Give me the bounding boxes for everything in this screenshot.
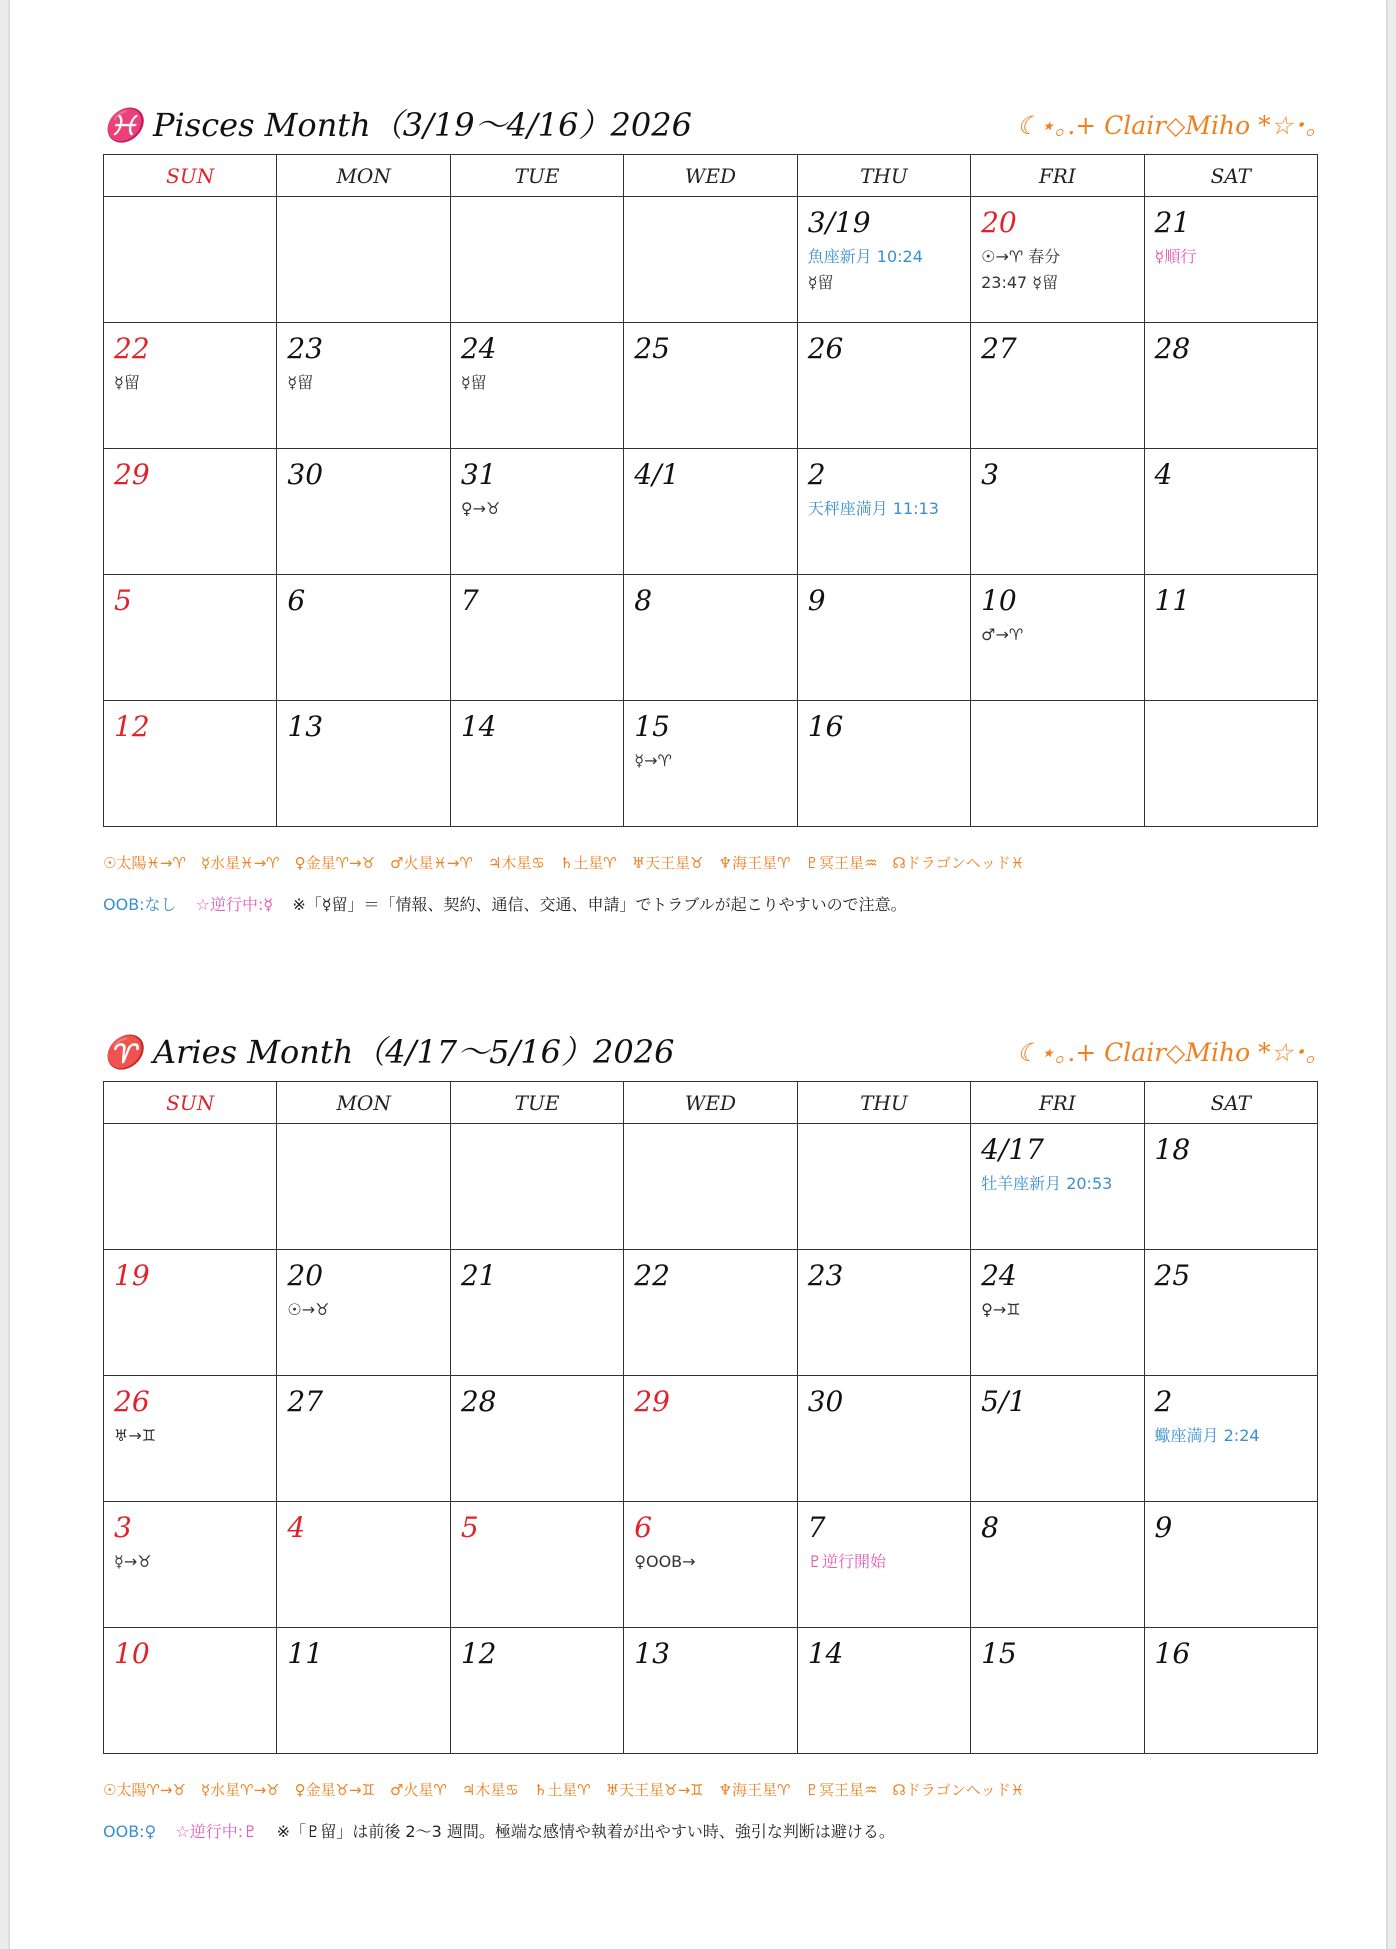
- weekday-thu: THU: [797, 155, 970, 197]
- day-cell: [104, 323, 277, 449]
- week-row: [104, 1250, 1318, 1376]
- astro-event: ☉→♉: [287, 1300, 330, 1319]
- day-number: 7: [807, 1511, 826, 1544]
- day-number: 16: [1154, 1637, 1191, 1670]
- astro-event: ♂→♈: [981, 625, 1024, 644]
- day-number: 4/1: [634, 458, 680, 491]
- retrograde-note: ☆逆行中:☿: [195, 895, 274, 914]
- day-cell: [1144, 197, 1317, 323]
- day-number: 27: [287, 1385, 324, 1418]
- day-number: 13: [287, 710, 324, 743]
- day-cell: [450, 1502, 623, 1628]
- astro-event: ♀→♉: [460, 499, 501, 518]
- day-number: 21: [460, 1259, 497, 1292]
- day-cell: [797, 197, 970, 323]
- day-number: 2: [1154, 1385, 1173, 1418]
- day-cell: [450, 1124, 623, 1250]
- astro-event: ☿→♉: [114, 1552, 152, 1571]
- weekday-sun: SUN: [104, 1082, 277, 1124]
- day-number: 22: [634, 1259, 670, 1292]
- day-number: 19: [114, 1259, 150, 1292]
- day-cell: [624, 1628, 797, 1754]
- calendar-title: ♓ Pisces Month（3/19〜4/16）2026: [103, 106, 692, 144]
- day-cell: [797, 1628, 970, 1754]
- retrograde-note: ☆逆行中:♇: [175, 1822, 258, 1841]
- week-row: [104, 1124, 1318, 1250]
- day-cell: [450, 323, 623, 449]
- day-cell: [624, 1376, 797, 1502]
- astro-event: 23:47 ☿留: [981, 273, 1059, 292]
- day-number: 3: [114, 1511, 132, 1544]
- day-number: 6: [287, 584, 306, 617]
- astro-event: ☿留: [287, 373, 314, 392]
- day-number: 23: [807, 1259, 844, 1292]
- day-cell: [971, 323, 1144, 449]
- weekday-wed: WED: [624, 155, 797, 197]
- day-cell: [971, 197, 1144, 323]
- day-cell: [277, 197, 450, 323]
- day-number: 15: [634, 710, 670, 743]
- day-number: 4/17: [981, 1133, 1044, 1166]
- week-row: [104, 1628, 1318, 1754]
- day-number: 4: [287, 1511, 306, 1544]
- day-cell: [624, 701, 797, 827]
- astro-event: 牡羊座新月 20:53: [981, 1174, 1113, 1193]
- day-number: 11: [287, 1637, 324, 1670]
- astro-event: ☿→♈: [634, 751, 672, 770]
- day-cell: [971, 701, 1144, 827]
- weekday-fri: FRI: [971, 155, 1144, 197]
- day-number: 26: [807, 332, 844, 365]
- calendar-grid: [103, 1081, 1318, 1754]
- day-number: 13: [634, 1637, 670, 1670]
- day-cell: [450, 197, 623, 323]
- day-cell: [104, 701, 277, 827]
- day-number: 15: [981, 1637, 1017, 1670]
- day-cell: [624, 323, 797, 449]
- calendar-body: [104, 197, 1318, 827]
- day-cell: [624, 1502, 797, 1628]
- planet-legend: ☉太陽♈→♉ ☿水星♈→♉ ♀金星♉→♊ ♂火星♈ ♃木星♋ ♄土星♈ ♅天王星♉→♊ ♆海王星♈ ♇冥王星♒ ☊ドラゴンヘッド♓: [103, 1781, 1025, 1799]
- day-cell: [277, 323, 450, 449]
- day-cell: [450, 1628, 623, 1754]
- week-row: [104, 449, 1318, 575]
- day-number: 28: [460, 1385, 497, 1418]
- day-cell: [1144, 1628, 1317, 1754]
- day-cell: [104, 575, 277, 701]
- brand-signature: ☾⋆｡.+ Clair◇Miho *☆･｡: [1016, 1038, 1318, 1067]
- day-cell: [971, 1502, 1144, 1628]
- day-cell: [277, 1124, 450, 1250]
- astro-event: 蠍座満月 2:24: [1154, 1426, 1260, 1445]
- weekday-mon: MON: [277, 155, 450, 197]
- week-row: [104, 197, 1318, 323]
- day-number: 3: [981, 458, 999, 491]
- day-cell: [1144, 701, 1317, 827]
- day-cell: [450, 1376, 623, 1502]
- day-number: 30: [807, 1385, 844, 1418]
- day-cell: [450, 701, 623, 827]
- day-cell: [277, 449, 450, 575]
- day-number: 22: [114, 332, 150, 365]
- day-cell: [1144, 1376, 1317, 1502]
- day-cell: [624, 575, 797, 701]
- day-cell: [277, 701, 450, 827]
- week-row: [104, 323, 1318, 449]
- day-number: 25: [1154, 1259, 1191, 1292]
- day-cell: [797, 701, 970, 827]
- day-cell: [1144, 575, 1317, 701]
- day-number: 9: [807, 584, 826, 617]
- day-cell: [1144, 1250, 1317, 1376]
- day-number: 27: [981, 332, 1017, 365]
- oob-note: OOB:♀: [103, 1822, 157, 1841]
- day-number: 8: [981, 1511, 999, 1544]
- day-number: 29: [114, 458, 150, 491]
- day-number: 9: [1154, 1511, 1173, 1544]
- day-cell: [104, 1502, 277, 1628]
- day-cell: [971, 1124, 1144, 1250]
- day-number: 16: [807, 710, 844, 743]
- planet-legend: ☉太陽♓→♈ ☿水星♓→♈ ♀金星♈→♉ ♂火星♓→♈ ♃木星♋ ♄土星♈ ♅天王星♉ ♆海王星♈ ♇冥王星♒ ☊ドラゴンヘッド♓: [103, 854, 1025, 872]
- day-number: 14: [460, 710, 497, 743]
- day-cell: [450, 1250, 623, 1376]
- day-number: 12: [460, 1637, 497, 1670]
- day-cell: [971, 1376, 1144, 1502]
- day-number: 28: [1154, 332, 1191, 365]
- day-number: 4: [1154, 458, 1173, 491]
- brand-signature: ☾⋆｡.+ Clair◇Miho *☆･｡: [1016, 111, 1318, 140]
- day-number: 31: [460, 458, 497, 491]
- day-number: 12: [114, 710, 150, 743]
- astro-event: ♅→♊: [114, 1426, 157, 1445]
- weekday-fri: FRI: [971, 1082, 1144, 1124]
- day-cell: [104, 197, 277, 323]
- notes-line: [103, 892, 907, 915]
- day-number: 29: [634, 1385, 670, 1418]
- day-cell: [797, 575, 970, 701]
- day-cell: [1144, 1124, 1317, 1250]
- astro-event: ☿留: [114, 373, 140, 392]
- week-row: [104, 1502, 1318, 1628]
- day-cell: [450, 575, 623, 701]
- astro-event: ♀→♊: [981, 1300, 1021, 1319]
- weekday-tue: TUE: [450, 155, 623, 197]
- day-number: 3/19: [807, 206, 871, 239]
- calendar-grid: [103, 154, 1318, 827]
- document-page: [10, 0, 1386, 1949]
- astro-event: ☿留: [460, 373, 487, 392]
- astro-event: ♀OOB→: [634, 1552, 696, 1571]
- day-cell: [797, 449, 970, 575]
- astro-event: 魚座新月 10:24: [807, 247, 923, 266]
- day-number: 18: [1154, 1133, 1191, 1166]
- oob-note: OOB:なし: [103, 895, 177, 914]
- day-number: 30: [287, 458, 324, 491]
- astro-event: ☉→♈ 春分: [981, 247, 1061, 266]
- day-cell: [104, 1250, 277, 1376]
- day-cell: [971, 1250, 1144, 1376]
- weekday-wed: WED: [624, 1082, 797, 1124]
- day-number: 5: [460, 1511, 479, 1544]
- day-cell: [971, 1628, 1144, 1754]
- day-number: 7: [460, 584, 479, 617]
- day-number: 20: [981, 206, 1017, 239]
- day-cell: [971, 449, 1144, 575]
- day-cell: [797, 1124, 970, 1250]
- day-number: 8: [634, 584, 653, 617]
- day-cell: [1144, 1502, 1317, 1628]
- day-cell: [624, 1250, 797, 1376]
- day-cell: [624, 197, 797, 323]
- day-number: 24: [981, 1259, 1017, 1292]
- day-cell: [277, 575, 450, 701]
- weekday-sat: SAT: [1144, 1082, 1317, 1124]
- day-number: 23: [287, 332, 324, 365]
- weekday-thu: THU: [797, 1082, 970, 1124]
- day-cell: [971, 575, 1144, 701]
- weekday-sat: SAT: [1144, 155, 1317, 197]
- astro-event: ☿留: [807, 273, 834, 292]
- day-number: 6: [634, 1511, 653, 1544]
- astro-event: ☿順行: [1154, 247, 1197, 266]
- day-cell: [1144, 449, 1317, 575]
- day-number: 10: [114, 1637, 150, 1670]
- day-number: 5/1: [981, 1385, 1027, 1418]
- day-cell: [104, 1628, 277, 1754]
- notes-line: [103, 1819, 895, 1842]
- day-number: 26: [114, 1385, 150, 1418]
- calendar-title: ♈ Aries Month（4/17〜5/16）2026: [103, 1033, 675, 1071]
- day-cell: [104, 1376, 277, 1502]
- day-cell: [624, 1124, 797, 1250]
- weekday-mon: MON: [277, 1082, 450, 1124]
- day-cell: [277, 1502, 450, 1628]
- day-number: 20: [287, 1259, 324, 1292]
- day-cell: [797, 1250, 970, 1376]
- day-number: 5: [114, 584, 132, 617]
- caution-note: ※「☿留」＝「情報、契約、通信、交通、申請」でトラブルが起こりやすいので注意。: [292, 895, 907, 914]
- day-number: 14: [807, 1637, 844, 1670]
- day-number: 24: [460, 332, 497, 365]
- day-number: 10: [981, 584, 1017, 617]
- day-number: 2: [807, 458, 826, 491]
- weekday-tue: TUE: [450, 1082, 623, 1124]
- day-cell: [277, 1250, 450, 1376]
- day-cell: [450, 449, 623, 575]
- week-row: [104, 1376, 1318, 1502]
- caution-note: ※「♇留」は前後 2〜3 週間。極端な感情や執着が出やすい時、強引な判断は避ける。: [276, 1822, 895, 1841]
- astro-event: ♇逆行開始: [807, 1552, 887, 1571]
- day-number: 11: [1154, 584, 1191, 617]
- day-number: 21: [1154, 206, 1191, 239]
- weekday-header-row: [104, 155, 1318, 197]
- week-row: [104, 575, 1318, 701]
- weekday-sun: SUN: [104, 155, 277, 197]
- day-cell: [1144, 323, 1317, 449]
- day-cell: [104, 1124, 277, 1250]
- week-row: [104, 701, 1318, 827]
- astro-event: 天秤座満月 11:13: [807, 499, 939, 518]
- day-cell: [797, 323, 970, 449]
- day-cell: [797, 1376, 970, 1502]
- day-cell: [277, 1628, 450, 1754]
- day-cell: [624, 449, 797, 575]
- day-cell: [797, 1502, 970, 1628]
- day-cell: [277, 1376, 450, 1502]
- calendar-body: [104, 1124, 1318, 1754]
- day-number: 25: [634, 332, 670, 365]
- weekday-header-row: [104, 1082, 1318, 1124]
- day-cell: [104, 449, 277, 575]
